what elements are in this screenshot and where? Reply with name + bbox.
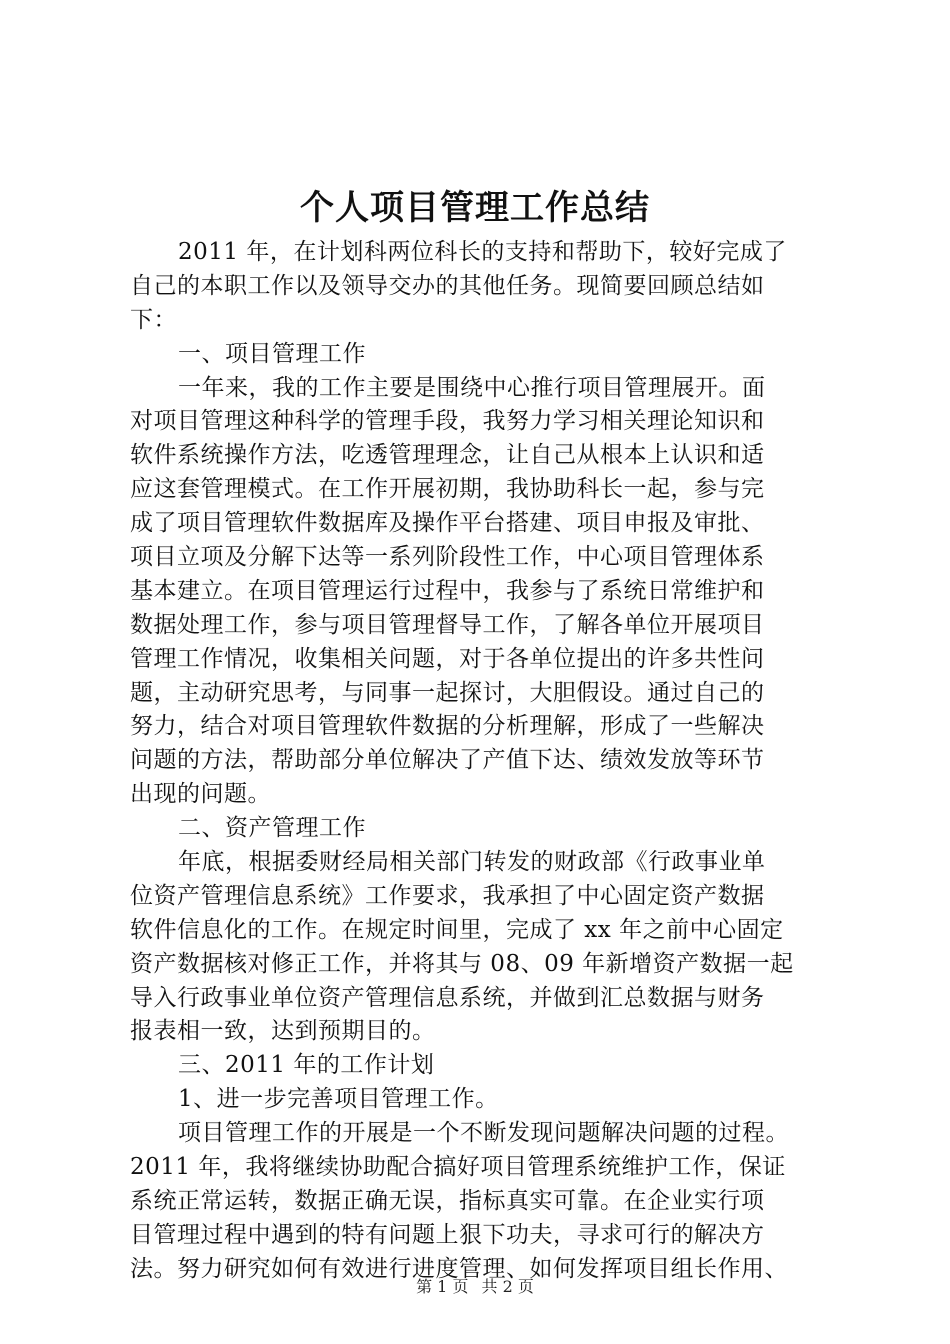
section-heading: 一、项目管理工作: [178, 340, 366, 367]
document-title: 个人项目管理工作总结: [300, 188, 650, 228]
paragraph-line: 2011 年，在计划科两位科长的支持和帮助下，较好完成了: [178, 239, 787, 265]
paragraph-line: 导入行政事业单位资产管理信息系统，并做到汇总数据与财务: [130, 984, 765, 1011]
paragraph-line: 位资产管理信息系统》工作要求，我承担了中心固定资产数据: [130, 882, 765, 909]
paragraph-line: 数据处理工作，参与项目管理督导工作，了解各单位开展项目: [130, 611, 765, 638]
paragraph-line: 管理工作情况，收集相关问题，对于各单位提出的许多共性问: [130, 645, 765, 672]
page-number-current: 第 1 页: [416, 1277, 469, 1296]
paragraph-line: 努力，结合对项目管理软件数据的分析理解，形成了一些解决: [130, 713, 765, 740]
page-number-total: 共 2 页: [481, 1277, 534, 1296]
section-heading: 二、资产管理工作: [178, 815, 366, 842]
paragraph-line: 自己的本职工作以及领导交办的其他任务。现简要回顾总结如: [130, 272, 765, 299]
paragraph-line: 目管理过程中遇到的特有问题上狠下功夫，寻求可行的解决方: [130, 1221, 765, 1248]
paragraph-line: 系统正常运转，数据正确无误，指标真实可靠。在企业实行项: [130, 1187, 765, 1214]
subsection-heading: 1、进一步完善项目管理工作。: [178, 1086, 499, 1113]
paragraph-line: 出现的问题。: [130, 781, 271, 808]
paragraph-line: 软件信息化的工作。在规定时间里，完成了 xx 年之前中心固定: [130, 916, 784, 943]
page-footer: [0, 1277, 950, 1297]
document-body: [130, 236, 824, 1287]
paragraph-line: 一年来，我的工作主要是围绕中心推行项目管理展开。面: [178, 374, 766, 401]
paragraph-line: 题，主动研究思考，与同事一起探讨，大胆假设。通过自己的: [130, 679, 765, 706]
paragraph-line: 项目立项及分解下达等一系列阶段性工作，中心项目管理体系: [130, 544, 765, 571]
section-heading: 三、2011 年的工作计划: [178, 1052, 435, 1079]
paragraph-line: 项目管理工作的开展是一个不断发现问题解决问题的过程。: [178, 1120, 789, 1147]
paragraph-line: 成了项目管理软件数据库及操作平台搭建、项目申报及审批、: [130, 510, 765, 537]
paragraph-line: 应这套管理模式。在工作开展初期，我协助科长一起，参与完: [130, 476, 765, 503]
paragraph-line: 年底，根据委财经局相关部门转发的财政部《行政事业单: [178, 849, 766, 876]
paragraph-line: 2011 年，我将继续协助配合搞好项目管理系统维护工作，保证: [130, 1154, 786, 1181]
paragraph-line: 法。努力研究如何有效进行进度管理、如何发挥项目组长作用、: [130, 1255, 788, 1282]
paragraph-line: 报表相一致，达到预期目的。: [130, 1018, 436, 1045]
paragraph-line: 下：: [130, 306, 177, 333]
paragraph-line: 问题的方法，帮助部分单位解决了产值下达、绩效发放等环节: [130, 747, 765, 774]
paragraph-line: 对项目管理这种科学的管理手段，我努力学习相关理论知识和: [130, 408, 765, 435]
paragraph-line: 基本建立。在项目管理运行过程中，我参与了系统日常维护和: [130, 577, 765, 604]
paragraph-line: 资产数据核对修正工作，并将其与 08、09 年新增资产数据一起: [130, 950, 794, 977]
paragraph-line: 软件系统操作方法，吃透管理理念，让自己从根本上认识和适: [130, 442, 765, 469]
